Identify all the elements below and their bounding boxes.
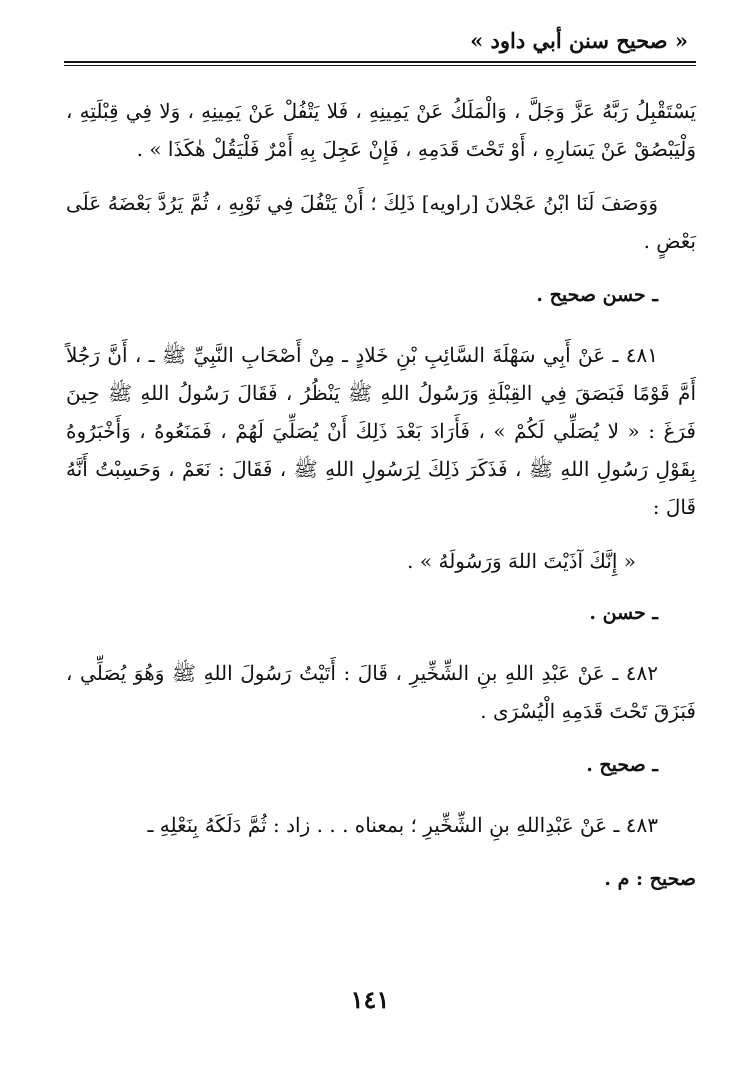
page-header xyxy=(64,28,696,68)
page-number: ١٤١ xyxy=(350,985,390,1014)
hadith-continuation: يَسْتَقْبِلُ رَبَّهُ عَزَّ وَجَلَّ ، وَالْمَلَكُ عَنْ يَمِينِهِ ، فَلا يَتْفُلْ عَنْ يَمِينِهِ ، وَلا فِي قِبْلَتِهِ ، وَلْيَبْصُقْ عَنْ يَسَارِهِ ، أَوْ تَحْتَ قَدَمِهِ ، فَإِنْ عَجِلَ بِهِ أَمْرٌ فَلْيَقُلْ هٰكَذَا » . xyxy=(66,99,696,161)
grading-hasan: ـ حسن . xyxy=(589,602,658,624)
hadith-481-quote: « إِنَّكَ آذَيْتَ اللهَ وَرَسُولَهُ » . xyxy=(407,549,636,573)
hadith-481: ٤٨١ ـ عَنْ أَبِي سَهْلَةَ السَّائِبِ بْنِ خَلادٍ ـ مِنْ أَصْحَابِ النَّبِيِّ ﷺ ـ ، أَنَّ رَجُلاً أَمَّ قَوْمًا فَبَصَقَ فِي القِبْلَةِ وَرَسُولُ اللهِ ﷺ يَنْظُرُ ، فَقَالَ رَسُولُ اللهِ ﷺ حِينَ فَرَغَ : « لا يُصَلِّي لَكُمْ » ، فَأَرَادَ بَعْدَ ذَلِكَ أَنْ يُصَلِّيَ لَهُمْ ، فَمَنَعُوهُ ، وَأَخْبَرُوهُ بِقَوْلِ رَسُولِ اللهِ ﷺ ، فَذَكَرَ ذَلِكَ لِرَسُولِ اللهِ ﷺ ، فَقَالَ : نَعَمْ ، وَحَسِبْتُ أَنَّهُ قَالَ : xyxy=(66,343,696,519)
header-rule-thin xyxy=(64,65,696,66)
hadith-483: ٤٨٣ ـ عَنْ عَبْدِاللهِ بنِ الشِّخِّيرِ ؛ بمعناه . . . زاد : ثُمَّ دَلَكَهُ بِنَعْلِهِ ـ xyxy=(147,813,658,837)
narrator-note: وَوَصَفَ لَنَا ابْنُ عَجْلانَ [راويه] ذَلِكَ ؛ أَنْ يَتْفُلَ فِي ثَوْبِهِ ، ثُمَّ يَرُدَّ بَعْضَهُ عَلَى بَعْضٍ . xyxy=(66,191,696,253)
grading-hasan-sahih: ـ حسن صحيح . xyxy=(536,284,658,306)
hadith-482: ٤٨٢ ـ عَنْ عَبْدِ اللهِ بنِ الشِّخِّيرِ ، قَالَ : أَتَيْتُ رَسُولَ اللهِ ﷺ وَهُوَ يُصَلِّي ، فَبَزَقَ تَحْتَ قَدَمِهِ الْيُسْرَى . xyxy=(66,661,696,723)
grading-sahih-muslim: صحيح : م . xyxy=(604,868,696,890)
page-body xyxy=(66,92,696,920)
grading-sahih: ـ صحيح . xyxy=(586,754,658,776)
header-rule-thick xyxy=(64,61,696,63)
running-title: « صحيح سنن أبي داود » xyxy=(470,28,688,53)
